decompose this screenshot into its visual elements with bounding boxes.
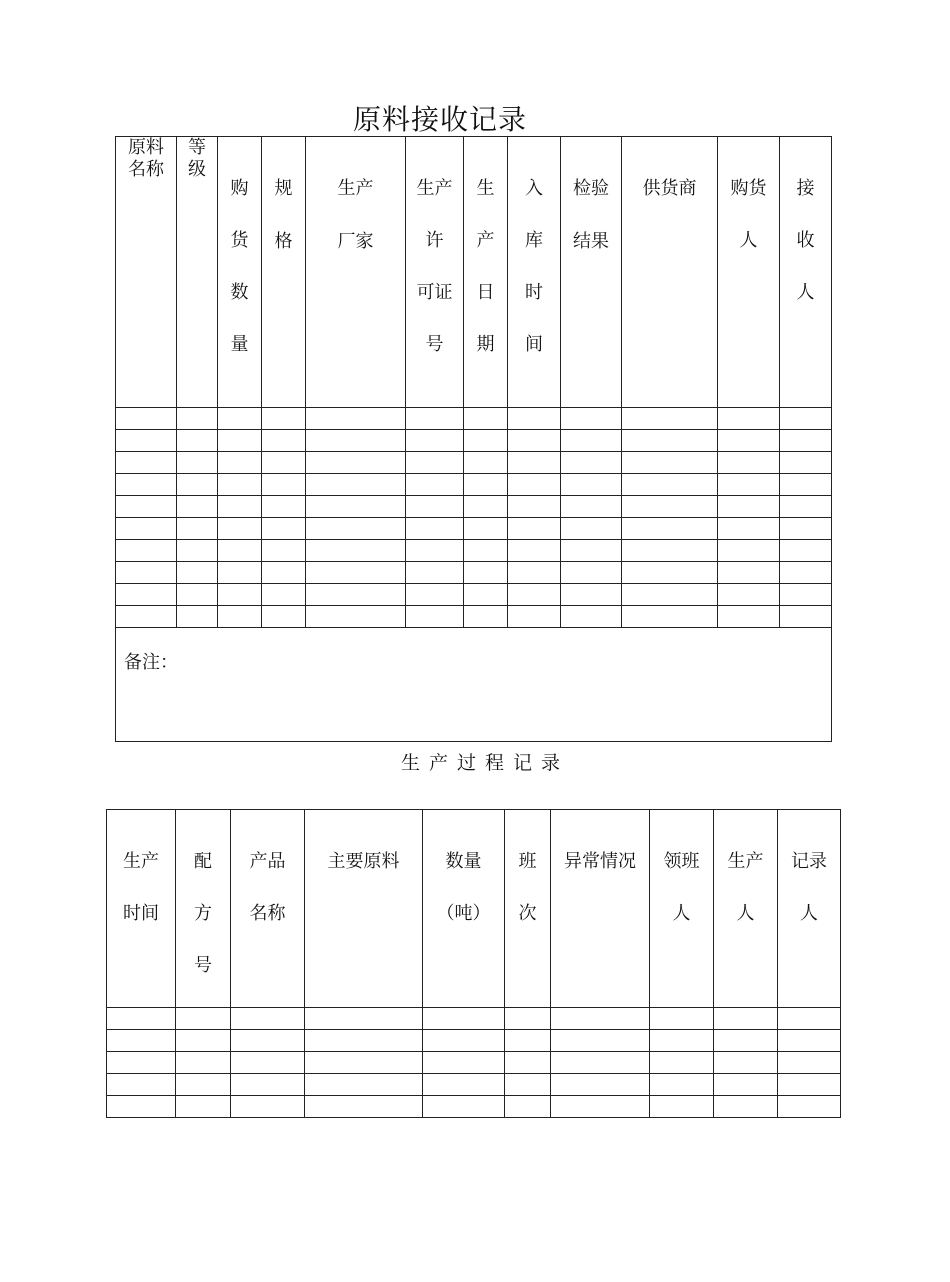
table-cell[interactable] bbox=[406, 430, 464, 452]
table-cell[interactable] bbox=[176, 1008, 231, 1030]
header-line: 可证 bbox=[416, 282, 453, 303]
table-cell[interactable] bbox=[778, 1096, 841, 1118]
table-cell[interactable] bbox=[778, 1052, 841, 1074]
table-cell[interactable] bbox=[505, 1030, 551, 1052]
table-cell[interactable] bbox=[551, 1096, 650, 1118]
table-cell[interactable] bbox=[107, 1030, 176, 1052]
table-cell[interactable] bbox=[262, 408, 306, 430]
table-row bbox=[116, 474, 832, 496]
table-cell[interactable] bbox=[423, 1052, 505, 1074]
table-cell[interactable] bbox=[177, 584, 218, 606]
table-cell[interactable] bbox=[177, 540, 218, 562]
table-cell[interactable] bbox=[780, 452, 832, 474]
table-cell[interactable] bbox=[780, 562, 832, 584]
table-cell[interactable] bbox=[622, 496, 718, 518]
table-row bbox=[116, 540, 832, 562]
table-cell[interactable] bbox=[561, 584, 622, 606]
table-cell[interactable] bbox=[262, 518, 306, 540]
header-line: 收 bbox=[796, 230, 815, 251]
table-cell[interactable] bbox=[116, 430, 177, 452]
table-cell[interactable] bbox=[561, 518, 622, 540]
table-cell[interactable] bbox=[406, 496, 464, 518]
table-row bbox=[107, 1074, 841, 1096]
table-cell[interactable] bbox=[218, 430, 262, 452]
table-cell[interactable] bbox=[508, 430, 561, 452]
table-cell[interactable] bbox=[406, 562, 464, 584]
receiving-notes-row bbox=[116, 628, 832, 742]
table-row bbox=[116, 606, 832, 628]
table-cell[interactable] bbox=[306, 408, 406, 430]
table-cell[interactable] bbox=[406, 474, 464, 496]
production-body bbox=[107, 1008, 841, 1118]
header-line: 购货 bbox=[730, 178, 767, 199]
table-cell[interactable] bbox=[306, 518, 406, 540]
table-cell[interactable] bbox=[262, 430, 306, 452]
table-cell[interactable] bbox=[231, 1096, 305, 1118]
table-cell[interactable] bbox=[622, 562, 718, 584]
table-cell[interactable] bbox=[551, 1074, 650, 1096]
header-line: 人 bbox=[739, 230, 758, 251]
table-cell[interactable] bbox=[306, 562, 406, 584]
table-row bbox=[107, 1052, 841, 1074]
table-cell[interactable] bbox=[423, 1074, 505, 1096]
table-cell[interactable] bbox=[508, 540, 561, 562]
table-cell[interactable] bbox=[116, 562, 177, 584]
header-line: 数量 bbox=[445, 851, 482, 872]
header-line: 人 bbox=[672, 903, 691, 924]
table-row bbox=[107, 1030, 841, 1052]
table-cell[interactable] bbox=[508, 496, 561, 518]
header-line: 期 bbox=[476, 334, 495, 355]
table-cell[interactable] bbox=[508, 518, 561, 540]
table-cell[interactable] bbox=[778, 1008, 841, 1030]
header-line: 原料 bbox=[128, 137, 164, 158]
table-cell[interactable] bbox=[218, 540, 262, 562]
table-cell[interactable] bbox=[714, 1074, 778, 1096]
header-line: 名称 bbox=[128, 159, 164, 180]
header-line: 名称 bbox=[249, 903, 286, 924]
table-cell[interactable] bbox=[218, 452, 262, 474]
table-cell[interactable] bbox=[306, 584, 406, 606]
table-cell[interactable] bbox=[305, 1074, 423, 1096]
table-cell[interactable] bbox=[561, 408, 622, 430]
table-cell[interactable] bbox=[464, 474, 508, 496]
table-cell[interactable] bbox=[231, 1052, 305, 1074]
table-cell[interactable] bbox=[423, 1008, 505, 1030]
table-cell[interactable] bbox=[306, 430, 406, 452]
table-cell[interactable] bbox=[423, 1030, 505, 1052]
header-line: 许 bbox=[425, 230, 444, 251]
table-cell[interactable] bbox=[718, 518, 780, 540]
header-line: 配 bbox=[194, 851, 212, 872]
header-line: 主要原料 bbox=[327, 851, 400, 872]
header-line: 时间 bbox=[123, 903, 159, 924]
table-row bbox=[116, 452, 832, 474]
receiving-title: 原料接收记录 bbox=[352, 103, 527, 136]
table-cell[interactable] bbox=[218, 408, 262, 430]
header-line: 量 bbox=[230, 334, 249, 355]
header-main-materials bbox=[305, 810, 423, 1008]
receiving-body bbox=[116, 408, 832, 628]
table-cell[interactable] bbox=[464, 606, 508, 628]
header-exceptions bbox=[551, 810, 650, 1008]
table-cell[interactable] bbox=[116, 496, 177, 518]
table-cell[interactable] bbox=[305, 1030, 423, 1052]
table-row bbox=[116, 562, 832, 584]
table-cell[interactable] bbox=[718, 452, 780, 474]
header-inspection-result bbox=[561, 137, 622, 408]
table-cell[interactable] bbox=[262, 474, 306, 496]
header-production-date bbox=[464, 137, 508, 408]
table-cell[interactable] bbox=[177, 474, 218, 496]
table-cell[interactable] bbox=[780, 540, 832, 562]
header-purchaser bbox=[718, 137, 780, 408]
production-table bbox=[106, 809, 841, 1118]
header-line: 方 bbox=[194, 903, 212, 924]
header-foreman bbox=[650, 810, 714, 1008]
table-cell[interactable] bbox=[406, 452, 464, 474]
header-line: 数 bbox=[230, 282, 249, 303]
header-line: 号 bbox=[194, 955, 212, 976]
header-shift bbox=[505, 810, 551, 1008]
table-cell[interactable] bbox=[551, 1030, 650, 1052]
table-cell[interactable] bbox=[780, 584, 832, 606]
table-cell[interactable] bbox=[116, 474, 177, 496]
table-cell[interactable] bbox=[780, 606, 832, 628]
header-line: 班 bbox=[518, 851, 537, 872]
header-line: 检验 bbox=[573, 178, 609, 199]
table-cell[interactable] bbox=[718, 430, 780, 452]
header-line: 领班 bbox=[663, 851, 700, 872]
header-line: 货 bbox=[230, 230, 249, 251]
header-line: 生产 bbox=[123, 851, 159, 872]
table-cell[interactable] bbox=[718, 496, 780, 518]
table-cell[interactable] bbox=[622, 584, 718, 606]
table-cell[interactable] bbox=[464, 562, 508, 584]
table-cell[interactable] bbox=[650, 1030, 714, 1052]
table-cell[interactable] bbox=[622, 408, 718, 430]
table-cell[interactable] bbox=[107, 1096, 176, 1118]
header-line: 入 bbox=[525, 178, 543, 199]
table-cell[interactable] bbox=[262, 562, 306, 584]
table-cell[interactable] bbox=[231, 1030, 305, 1052]
table-cell[interactable] bbox=[176, 1074, 231, 1096]
table-cell[interactable] bbox=[116, 518, 177, 540]
table-cell[interactable] bbox=[262, 584, 306, 606]
table-cell[interactable] bbox=[177, 430, 218, 452]
header-line: 生 bbox=[476, 178, 495, 199]
production-header-row bbox=[107, 810, 841, 1008]
table-cell[interactable] bbox=[177, 408, 218, 430]
table-cell[interactable] bbox=[177, 562, 218, 584]
table-cell[interactable] bbox=[778, 1074, 841, 1096]
table-cell[interactable] bbox=[622, 518, 718, 540]
header-line: 生产 bbox=[416, 178, 453, 199]
table-cell[interactable] bbox=[218, 606, 262, 628]
table-cell[interactable] bbox=[176, 1096, 231, 1118]
header-line: 号 bbox=[425, 334, 444, 355]
header-supplier bbox=[622, 137, 718, 408]
header-grade bbox=[177, 137, 218, 408]
header-line: 产 bbox=[476, 230, 495, 251]
production-title: 生产过程记录 bbox=[400, 752, 569, 774]
table-cell[interactable] bbox=[508, 562, 561, 584]
table-cell[interactable] bbox=[231, 1074, 305, 1096]
table-cell[interactable] bbox=[778, 1030, 841, 1052]
table-cell[interactable] bbox=[508, 452, 561, 474]
table-cell[interactable] bbox=[508, 606, 561, 628]
table-cell[interactable] bbox=[464, 452, 508, 474]
table-cell[interactable] bbox=[306, 474, 406, 496]
header-line: 生产 bbox=[727, 851, 764, 872]
table-cell[interactable] bbox=[305, 1052, 423, 1074]
header-line: 格 bbox=[274, 231, 293, 252]
table-cell[interactable] bbox=[262, 540, 306, 562]
table-cell[interactable] bbox=[508, 584, 561, 606]
table-cell[interactable] bbox=[718, 562, 780, 584]
receiving-header-row bbox=[116, 137, 832, 408]
table-row bbox=[116, 430, 832, 452]
header-line: 记录 bbox=[791, 851, 827, 872]
table-cell[interactable] bbox=[714, 1008, 778, 1030]
table-cell[interactable] bbox=[780, 408, 832, 430]
table-cell[interactable] bbox=[107, 1074, 176, 1096]
header-line: 接 bbox=[796, 178, 815, 199]
table-cell[interactable] bbox=[650, 1074, 714, 1096]
header-quantity-ton bbox=[423, 810, 505, 1008]
table-cell[interactable] bbox=[505, 1008, 551, 1030]
table-cell[interactable] bbox=[561, 562, 622, 584]
table-cell[interactable] bbox=[551, 1008, 650, 1030]
header-line: 结果 bbox=[573, 231, 609, 252]
table-cell[interactable] bbox=[505, 1074, 551, 1096]
table-cell[interactable] bbox=[176, 1030, 231, 1052]
table-cell[interactable] bbox=[561, 496, 622, 518]
table-cell[interactable] bbox=[218, 584, 262, 606]
table-cell[interactable] bbox=[306, 540, 406, 562]
table-cell[interactable] bbox=[305, 1096, 423, 1118]
table-cell[interactable] bbox=[650, 1096, 714, 1118]
table-cell[interactable] bbox=[176, 1052, 231, 1074]
table-cell[interactable] bbox=[406, 518, 464, 540]
header-production-time bbox=[107, 810, 176, 1008]
header-line: 异常情况 bbox=[564, 851, 636, 872]
table-cell[interactable] bbox=[622, 474, 718, 496]
table-cell[interactable] bbox=[423, 1096, 505, 1118]
table-cell[interactable] bbox=[622, 540, 718, 562]
table-cell[interactable] bbox=[406, 606, 464, 628]
table-cell[interactable] bbox=[718, 408, 780, 430]
table-cell[interactable] bbox=[561, 452, 622, 474]
header-line: 人 bbox=[796, 282, 815, 303]
notes-cell[interactable] bbox=[116, 628, 832, 742]
table-cell[interactable] bbox=[107, 1008, 176, 1030]
table-cell[interactable] bbox=[508, 408, 561, 430]
table-cell[interactable] bbox=[218, 562, 262, 584]
header-line: 生产 bbox=[337, 178, 374, 199]
table-row bbox=[116, 518, 832, 540]
table-cell[interactable] bbox=[406, 408, 464, 430]
table-cell[interactable] bbox=[177, 496, 218, 518]
header-line: 等 bbox=[188, 137, 206, 158]
table-cell[interactable] bbox=[306, 452, 406, 474]
header-formula-number bbox=[176, 810, 231, 1008]
table-cell[interactable] bbox=[561, 474, 622, 496]
table-cell[interactable] bbox=[650, 1052, 714, 1074]
header-line: 产品 bbox=[249, 851, 286, 872]
table-cell[interactable] bbox=[107, 1052, 176, 1074]
table-cell[interactable] bbox=[406, 584, 464, 606]
table-row bbox=[116, 408, 832, 430]
header-recorder bbox=[778, 810, 841, 1008]
header-license-number bbox=[406, 137, 464, 408]
table-cell[interactable] bbox=[714, 1030, 778, 1052]
table-cell[interactable] bbox=[561, 430, 622, 452]
table-cell[interactable] bbox=[464, 518, 508, 540]
table-cell[interactable] bbox=[622, 606, 718, 628]
header-line: 人 bbox=[736, 903, 755, 924]
table-cell[interactable] bbox=[718, 606, 780, 628]
table-cell[interactable] bbox=[780, 474, 832, 496]
header-producer bbox=[714, 810, 778, 1008]
table-cell[interactable] bbox=[116, 540, 177, 562]
header-specification bbox=[262, 137, 306, 408]
table-cell[interactable] bbox=[177, 606, 218, 628]
table-cell[interactable] bbox=[218, 474, 262, 496]
table-cell[interactable] bbox=[306, 606, 406, 628]
header-line: 规 bbox=[274, 178, 293, 199]
header-line: 人 bbox=[800, 903, 818, 924]
table-cell[interactable] bbox=[780, 518, 832, 540]
table-row bbox=[116, 496, 832, 518]
table-cell[interactable] bbox=[505, 1052, 551, 1074]
table-cell[interactable] bbox=[116, 584, 177, 606]
table-cell[interactable] bbox=[551, 1052, 650, 1074]
table-cell[interactable] bbox=[305, 1008, 423, 1030]
table-row bbox=[107, 1008, 841, 1030]
table-cell[interactable] bbox=[650, 1008, 714, 1030]
header-manufacturer bbox=[306, 137, 406, 408]
table-row bbox=[107, 1096, 841, 1118]
table-cell[interactable] bbox=[714, 1052, 778, 1074]
table-cell[interactable] bbox=[262, 606, 306, 628]
header-line: 购 bbox=[230, 178, 249, 199]
header-storage-time bbox=[508, 137, 561, 408]
header-line: 级 bbox=[188, 159, 206, 180]
table-cell[interactable] bbox=[508, 474, 561, 496]
table-cell[interactable] bbox=[177, 452, 218, 474]
table-cell[interactable] bbox=[218, 496, 262, 518]
header-line: （吨） bbox=[436, 903, 491, 924]
header-line: 日 bbox=[476, 282, 495, 303]
receiving-table bbox=[115, 136, 832, 742]
table-cell[interactable] bbox=[116, 606, 177, 628]
header-product-name bbox=[231, 810, 305, 1008]
table-cell[interactable] bbox=[622, 430, 718, 452]
table-cell[interactable] bbox=[306, 496, 406, 518]
table-cell[interactable] bbox=[464, 408, 508, 430]
table-cell[interactable] bbox=[464, 584, 508, 606]
table-cell[interactable] bbox=[505, 1096, 551, 1118]
table-cell[interactable] bbox=[464, 496, 508, 518]
table-cell[interactable] bbox=[406, 540, 464, 562]
header-line: 间 bbox=[525, 334, 543, 355]
header-line: 库 bbox=[525, 230, 543, 251]
table-row bbox=[116, 584, 832, 606]
table-cell[interactable] bbox=[718, 540, 780, 562]
table-cell[interactable] bbox=[464, 540, 508, 562]
header-receiver bbox=[780, 137, 832, 408]
table-cell[interactable] bbox=[561, 540, 622, 562]
header-material-name bbox=[116, 137, 177, 408]
header-line: 厂家 bbox=[337, 231, 374, 252]
table-cell[interactable] bbox=[262, 496, 306, 518]
table-cell[interactable] bbox=[718, 474, 780, 496]
header-line: 时 bbox=[525, 282, 543, 303]
header-line: 次 bbox=[518, 903, 537, 924]
table-cell[interactable] bbox=[116, 452, 177, 474]
header-line: 供货商 bbox=[642, 178, 697, 199]
table-cell[interactable] bbox=[116, 408, 177, 430]
table-cell[interactable] bbox=[231, 1008, 305, 1030]
table-cell[interactable] bbox=[622, 452, 718, 474]
table-cell[interactable] bbox=[714, 1096, 778, 1118]
table-cell[interactable] bbox=[218, 518, 262, 540]
table-cell[interactable] bbox=[718, 584, 780, 606]
table-cell[interactable] bbox=[177, 518, 218, 540]
header-purchase-quantity bbox=[218, 137, 262, 408]
table-cell[interactable] bbox=[262, 452, 306, 474]
table-cell[interactable] bbox=[780, 496, 832, 518]
table-cell[interactable] bbox=[561, 606, 622, 628]
table-cell[interactable] bbox=[464, 430, 508, 452]
table-cell[interactable] bbox=[780, 430, 832, 452]
notes-label: 备注： bbox=[124, 652, 178, 673]
